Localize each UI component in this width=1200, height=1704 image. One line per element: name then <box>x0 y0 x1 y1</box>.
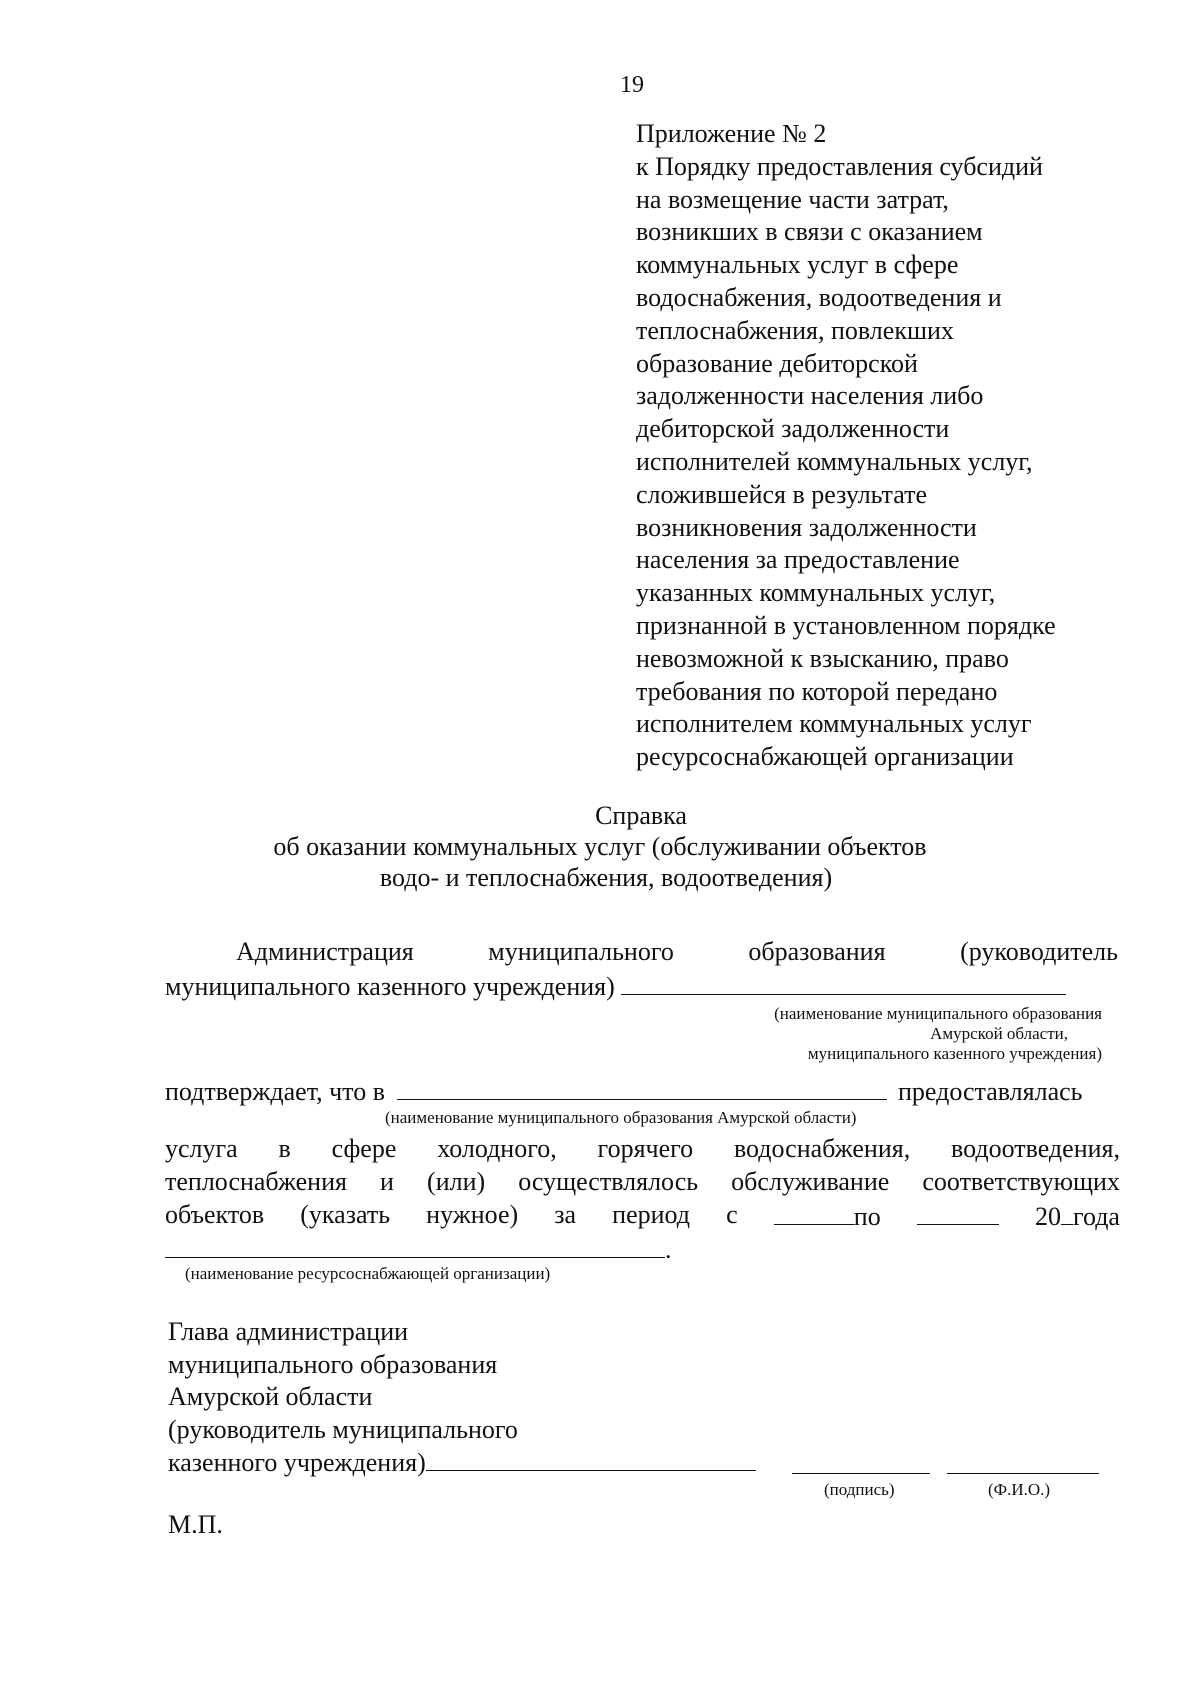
title-line: об оказании коммунальных услуг (обслуживании объектов <box>273 832 927 861</box>
appendix-line: признанной в установленном порядке <box>636 610 1056 640</box>
body-line-6 <box>165 1200 1120 1232</box>
body-word: и <box>380 1167 394 1196</box>
body-word: за <box>554 1200 577 1229</box>
organization-caption: (наименование ресурсоснабжающей организации) <box>185 1264 551 1283</box>
body-word: объектов <box>165 1200 265 1229</box>
signature-title-line: казенного учреждения) <box>168 1448 426 1477</box>
body-word: период <box>612 1200 691 1229</box>
title-line: Справка <box>595 801 687 830</box>
organization-line <box>165 1233 672 1265</box>
title-line: водо- и теплоснабжения, водоотведения) <box>379 863 833 892</box>
signature-title-line: муниципального образования <box>168 1349 498 1379</box>
appendix-line: невозможной к взысканию, право <box>636 643 1009 673</box>
period-to-blank <box>917 1200 999 1225</box>
body-word: сфере <box>331 1134 397 1163</box>
body-word: теплоснабжения <box>165 1167 347 1196</box>
organization-blank <box>165 1233 665 1258</box>
body-word: соответствующих <box>922 1167 1120 1196</box>
appendix-line: на возмещение части затрат, <box>636 184 949 214</box>
appendix-line: ресурсоснабжающей организации <box>636 742 1014 772</box>
body-word: по <box>853 1202 881 1231</box>
position-blank <box>426 1446 756 1471</box>
body-word: водоснабжения, <box>733 1134 911 1163</box>
body-word: образования <box>748 937 886 966</box>
signature-title-line: Глава администрации <box>168 1317 409 1346</box>
appendix-line: населения за предоставление <box>636 545 960 575</box>
year-blank <box>1061 1200 1073 1225</box>
appendix-line: водоснабжения, водоотведения и <box>636 282 1002 312</box>
body-word: холодного, <box>437 1134 557 1163</box>
body-word: в <box>278 1134 291 1163</box>
body-word: Администрация <box>236 937 414 966</box>
body-line-1 <box>236 937 1118 967</box>
year-field <box>1035 1200 1120 1232</box>
appendix-line: сложившейся в результате <box>636 479 928 509</box>
year-prefix: 20 <box>1034 1202 1061 1231</box>
body-text: подтверждает, что в <box>165 1077 385 1106</box>
body-word: (руководитель <box>960 937 1118 966</box>
signature-blank <box>792 1449 930 1474</box>
body-word: обслуживание <box>731 1167 890 1196</box>
body-line-5 <box>165 1167 1120 1197</box>
body-word: осуществлялось <box>518 1167 699 1196</box>
body-word: (или) <box>427 1167 486 1196</box>
body-line-confirms <box>165 1075 1083 1107</box>
appendix-line: исполнителем коммунальных услуг <box>636 709 1032 739</box>
period-mark: . <box>665 1235 672 1264</box>
signature-title-line: Амурской области <box>168 1382 373 1411</box>
signature-block <box>168 1316 756 1480</box>
appendix-line: исполнителей коммунальных услуг, <box>636 446 1033 476</box>
appendix-line: Приложение № 2 <box>636 119 827 148</box>
document-title <box>0 800 1200 893</box>
appendix-line: образование дебиторской <box>636 348 918 378</box>
body-line-4 <box>165 1134 1120 1164</box>
body-word: горячего <box>597 1134 694 1163</box>
appendix-line: указанных коммунальных услуг, <box>636 578 996 608</box>
appendix-line: к Порядку предоставления субсидий <box>636 151 1043 181</box>
caption-line: (наименование муниципального образования <box>774 1004 1102 1023</box>
body-word: муниципального <box>488 937 674 966</box>
institution-blank <box>621 970 1066 995</box>
appendix-line: теплоснабжения, повлекших <box>636 315 954 345</box>
appendix-line: задолженности населения либо <box>636 381 984 411</box>
body-word: с <box>726 1200 738 1229</box>
name-caption: (Ф.И.О.) <box>988 1480 1051 1499</box>
period-from-blank <box>774 1200 854 1225</box>
name-blank <box>947 1449 1099 1474</box>
page-number: 19 <box>620 72 644 98</box>
appendix-line: возникших в связи с оказанием <box>636 217 983 247</box>
body-word: водоотведения, <box>951 1134 1120 1163</box>
body-word: года <box>1072 1202 1120 1231</box>
appendix-line: коммунальных услуг в сфере <box>636 250 959 280</box>
body-text: муниципального казенного учреждения) <box>165 972 615 1001</box>
body-word: услуга <box>165 1134 238 1163</box>
period-from <box>774 1200 881 1232</box>
body-word: нужное) <box>426 1200 519 1229</box>
body-line-2 <box>165 970 1066 1002</box>
body-word: (указать <box>300 1200 391 1229</box>
caption-line: Амурской области, <box>930 1024 1068 1043</box>
municipality-caption: (наименование муниципального образования Амурской области) <box>385 1108 857 1127</box>
appendix-line: дебиторской задолженности <box>636 414 950 444</box>
institution-caption <box>774 1004 1102 1064</box>
municipality-blank <box>397 1075 887 1100</box>
signature-caption: (подпись) <box>824 1480 895 1499</box>
caption-line: муниципального казенного учреждения) <box>807 1044 1102 1063</box>
body-text: предоставлялась <box>897 1077 1083 1106</box>
appendix-line: требования по которой передано <box>636 676 998 706</box>
stamp-mark: М.П. <box>168 1510 223 1539</box>
appendix-line: возникновения задолженности <box>636 512 977 542</box>
signature-last-line <box>168 1446 756 1480</box>
signature-title-line: (руководитель муниципального <box>168 1414 518 1444</box>
appendix-header <box>636 118 1056 774</box>
